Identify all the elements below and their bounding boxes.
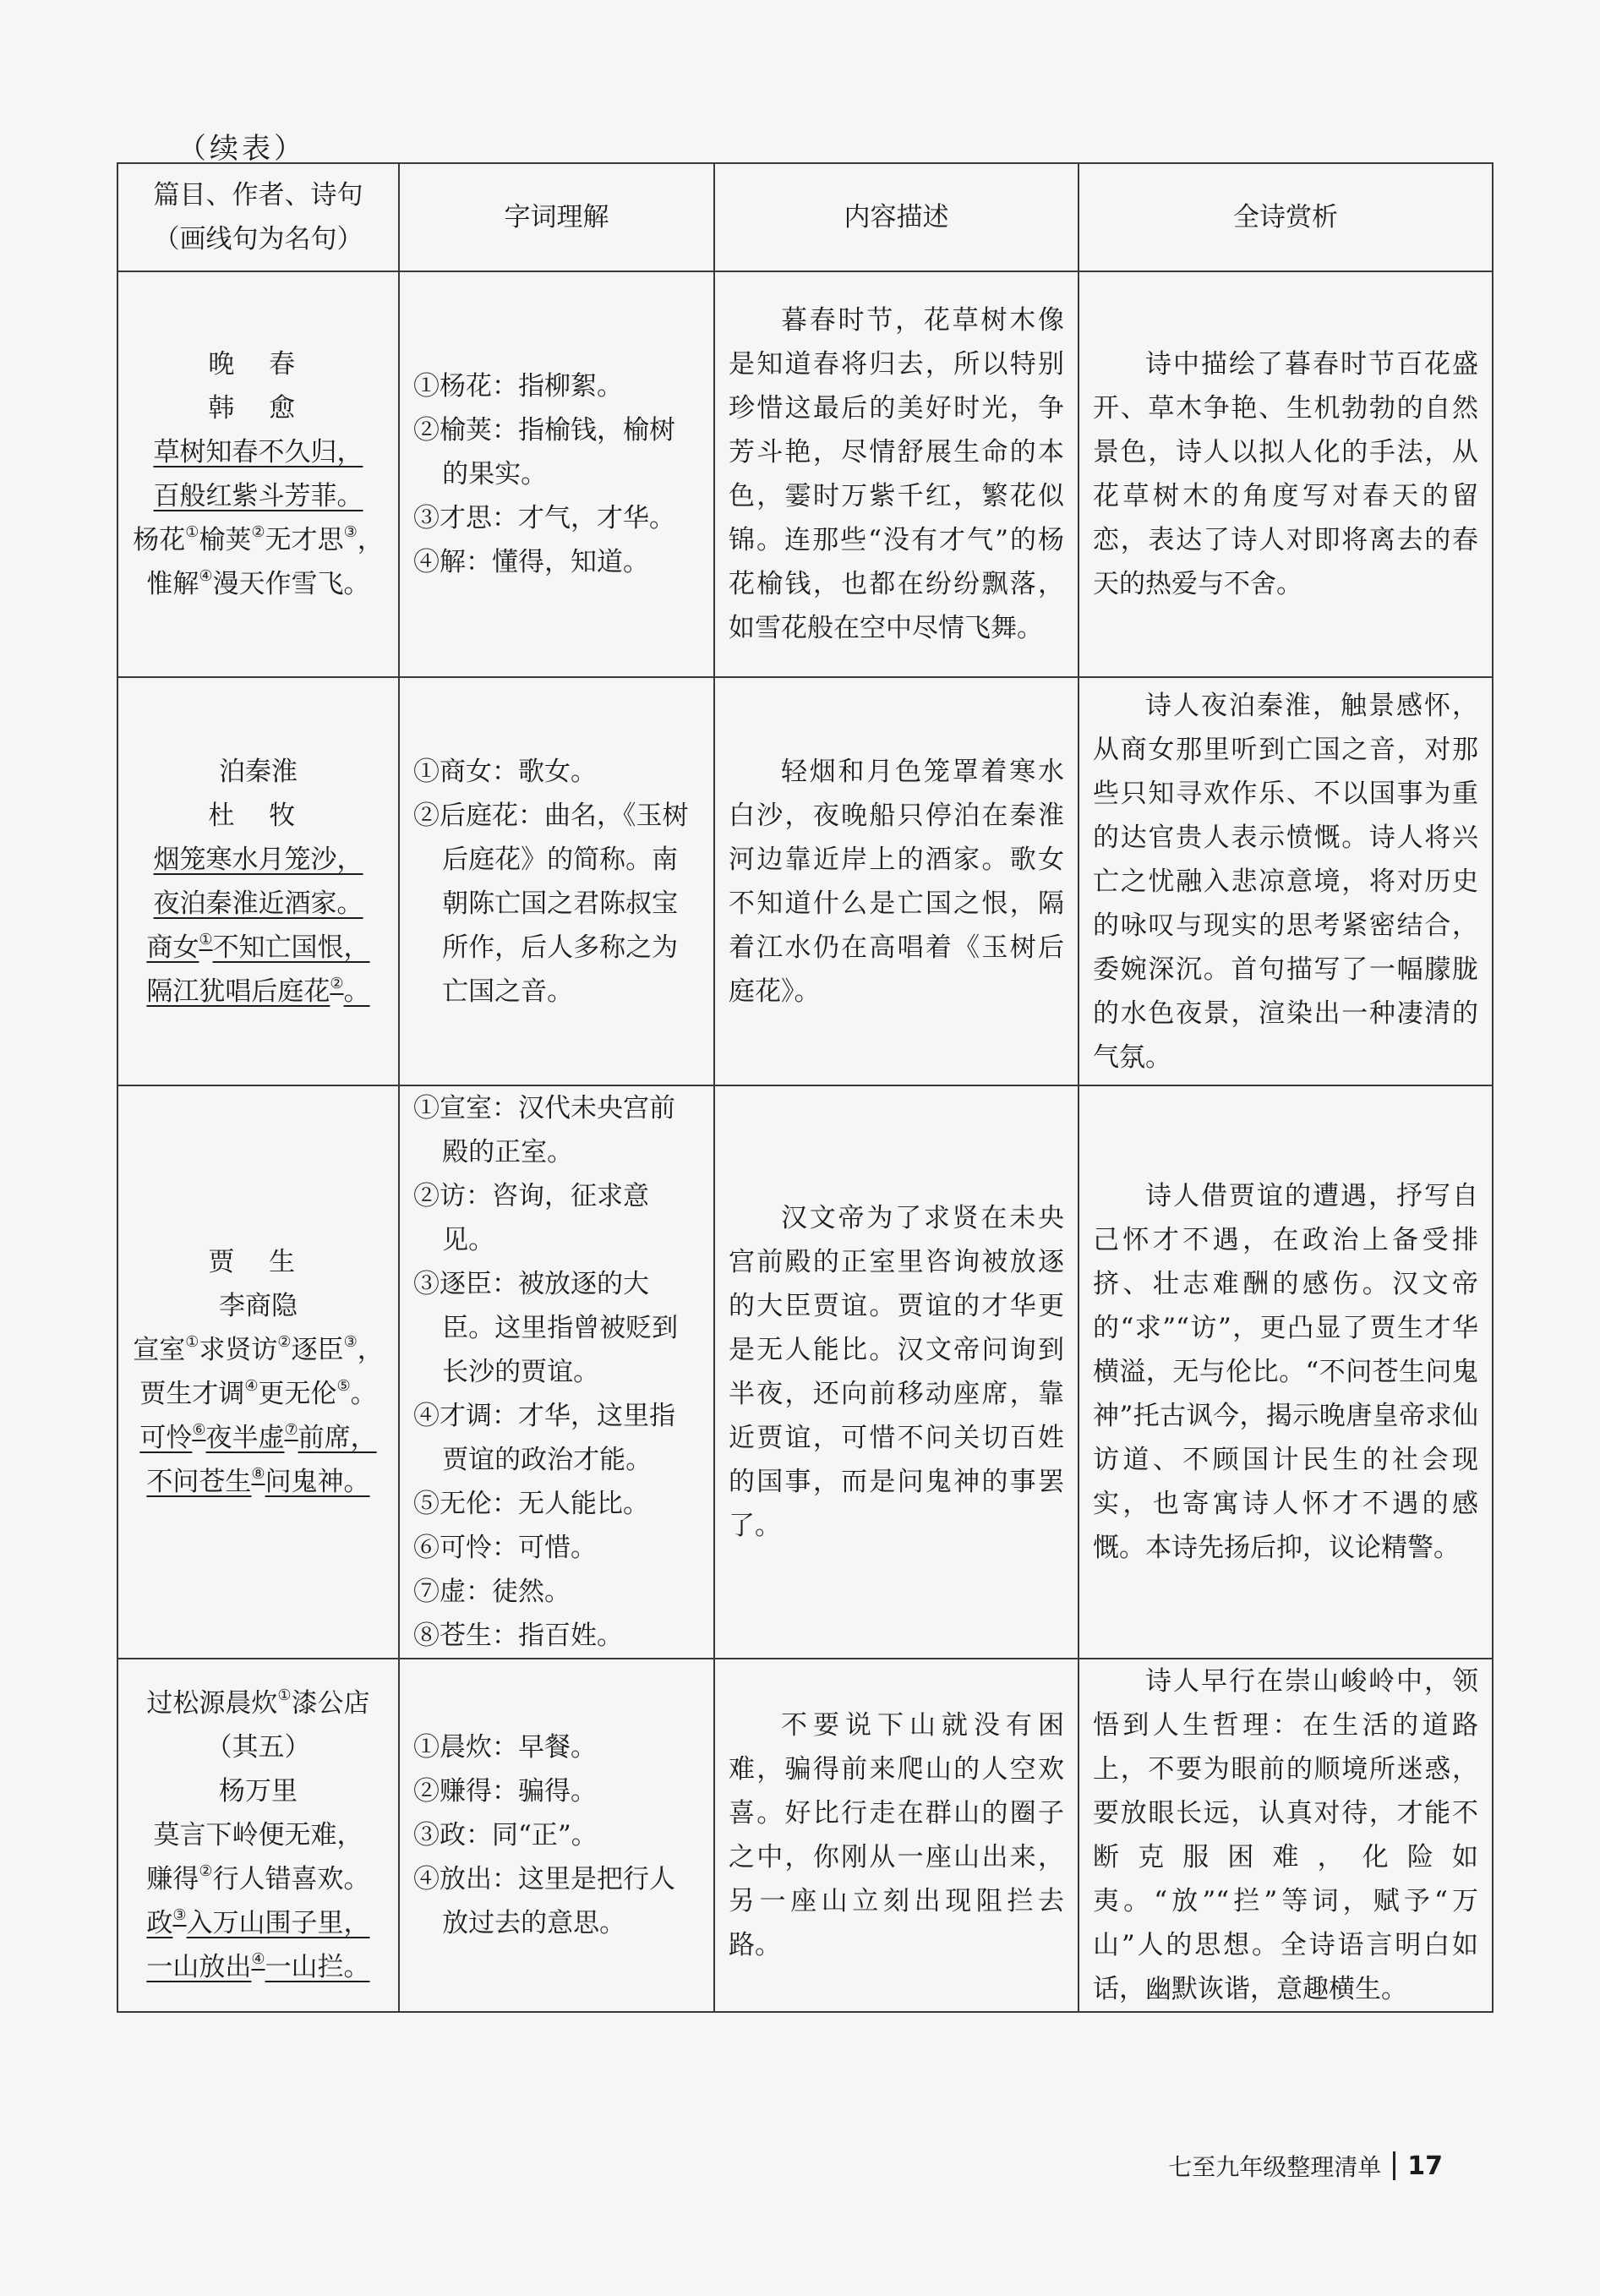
- poem-text: 杨花: [133, 525, 186, 555]
- footer-label: 七至九年级整理清单: [1168, 2153, 1382, 2181]
- footnote-marker: ②: [251, 523, 265, 541]
- page-footer: [1168, 2149, 1443, 2183]
- footnote-marker: ③: [343, 523, 358, 541]
- footnote-marker: ③: [172, 1906, 187, 1924]
- poem-line: [132, 1945, 385, 1989]
- poem-text: 烟笼寒水月笼沙，: [153, 844, 363, 875]
- word-meaning-cell: [399, 1085, 714, 1659]
- poem-title: 贾 生: [208, 1247, 309, 1277]
- poem-line: [132, 1901, 385, 1945]
- content-cell: 汉文帝为了求贤在未央宫前殿的正室里咨询被放逐的大臣贾谊。贾谊的才华更是无人能比。汉文帝问询到半夜，还向前移动座席，靠近贾谊，可惜不问关切百姓的国事，而是问鬼神的事罢了。: [714, 1085, 1078, 1659]
- table-row: [117, 1659, 1493, 2012]
- table-row: [117, 677, 1493, 1085]
- footnote-marker: ①: [185, 1333, 199, 1351]
- header-col1-line1: 篇目、作者、诗句: [153, 180, 363, 210]
- appreciation-cell: 诗人夜泊秦淮，触景感怀，从商女那里听到亡国之音，对那些只知寻欢作乐、不以国事为重的达官贵人表示愤慨。诗人将兴亡之忧融入悲凉意境，将对历史的咏叹与现实的思考紧密结合，委婉深沉。首句描写了一幅朦胧的水色夜景，渲染出一种凄清的气氛。: [1078, 677, 1493, 1085]
- poem-text: ，: [357, 1335, 384, 1365]
- poem-text: 赚得: [146, 1864, 199, 1894]
- poem-text: 百般红紫斗芳菲。: [153, 481, 363, 511]
- header-row: [117, 163, 1493, 271]
- content-cell: 暮春时节，花草树木像是知道春将归去，所以特别珍惜这最后的美好时光，争芳斗艳，尽情舒展生命的本色，霎时万紫千红，繁花似锦。连那些“没有才气”的杨花榆钱，也都在纷纷飘落，如雪花般在空中尽情飞舞。: [714, 271, 1078, 677]
- footnote-marker: ①: [185, 523, 199, 541]
- poem-text: 逐臣: [291, 1335, 344, 1365]
- footnote-marker: ④: [251, 1950, 265, 1968]
- footnote-marker: ②: [277, 1333, 292, 1351]
- word-note: ①宣室：汉代未央宫前殿的正室。: [413, 1093, 675, 1167]
- poem-cell: [117, 271, 399, 677]
- poem-text: 前席，: [298, 1423, 377, 1453]
- poem-line: [132, 1328, 385, 1372]
- poem-line: [132, 882, 385, 926]
- page-number: 17: [1407, 2151, 1443, 2181]
- poem-text: 不问苍生: [146, 1467, 252, 1497]
- poem-line: [132, 518, 385, 562]
- appreciation-cell: 诗中描绘了暮春时节百花盛开、草木争艳、生机勃勃的自然景色，诗人以拟人化的手法，从花草树木的角度写对春天的留恋，表达了诗人对即将离去的春天的热爱与不舍。: [1078, 271, 1493, 677]
- poem-line: [132, 562, 385, 606]
- word-note: ③才思：才气，才华。: [413, 503, 675, 533]
- header-content: 内容描述: [714, 163, 1078, 271]
- word-note: ①杨花：指柳絮。: [413, 371, 623, 402]
- word-note: ②访：咨询，征求意见。: [413, 1181, 649, 1255]
- poem-text: 一山拦。: [265, 1952, 370, 1982]
- poem-line: [132, 970, 385, 1014]
- table-row: [117, 1085, 1493, 1659]
- footnote-marker: ②: [199, 1862, 213, 1880]
- word-note: ①商女：歌女。: [413, 756, 597, 787]
- header-title-author-lines: [117, 163, 399, 271]
- poem-line: [132, 1372, 385, 1416]
- poem-text: 不知亡国恨，: [212, 932, 370, 963]
- footnote-marker: ⑦: [284, 1421, 298, 1439]
- footnote-marker: ④: [244, 1377, 259, 1395]
- poem-text: 行人错喜欢。: [212, 1864, 370, 1894]
- word-note: ③政：同“正”。: [413, 1820, 598, 1850]
- table-caption: （续表）: [177, 132, 306, 166]
- poem-line: [132, 1416, 385, 1460]
- header-word-meaning: 字词理解: [399, 163, 714, 271]
- poem-text: 更无伦: [258, 1379, 337, 1409]
- poem-text: 一山放出: [146, 1952, 252, 1982]
- content-cell: 不要说下山就没有困难，骗得前来爬山的人空欢喜。好比行走在群山的圈子之中，你刚从一座山出来，另一座山立刻出现阻拦去路。: [714, 1659, 1078, 2012]
- footnote-marker: ⑥: [192, 1421, 206, 1439]
- poem-cell: [117, 677, 399, 1085]
- poem-author: 李商隐: [219, 1291, 298, 1321]
- poem-text: 。: [350, 1379, 377, 1409]
- poem-text: 问鬼神。: [265, 1467, 370, 1497]
- poem-text: 夜泊秦淮近酒家。: [153, 888, 363, 919]
- poem-line: [132, 838, 385, 882]
- poem-title: 泊秦淮: [219, 756, 298, 787]
- poem-text: 漫天作雪飞。: [212, 569, 370, 599]
- poem-text: 无才思: [265, 525, 344, 555]
- poem-text: 求贤访: [199, 1335, 278, 1365]
- poem-line: [132, 1857, 385, 1901]
- poem-line: [132, 430, 385, 474]
- poem-text: 政: [146, 1908, 173, 1938]
- appreciation-cell: 诗人早行在崇山峻岭中，领悟到人生哲理：在生活的道路上，不要为眼前的顺境所迷惑，要放眼长远，认真对待，才能不断克服困难，化险如夷。“放”“拦”等词，赋予“万山”人的思想。全诗语言明白如话，幽默诙谐，意趣横生。: [1078, 1659, 1493, 2012]
- poem-text: 贾生才调: [139, 1379, 245, 1409]
- footnote-marker: ④: [199, 567, 213, 585]
- poem-text: 宣室: [133, 1335, 186, 1365]
- poem-line: [132, 474, 385, 518]
- poem-text: 。: [343, 976, 370, 1007]
- footnote-marker: ③: [343, 1333, 358, 1351]
- word-meaning-cell: [399, 677, 714, 1085]
- word-note: ⑦虚：徒然。: [413, 1577, 571, 1607]
- poem-title: [132, 1681, 385, 1725]
- footnote-marker: ⑧: [251, 1465, 265, 1483]
- poem-cell: [117, 1659, 399, 2012]
- poem-author: 韩 愈: [208, 393, 309, 424]
- poem-text: 榆荚: [199, 525, 252, 555]
- footer-divider: [1393, 2151, 1395, 2180]
- poem-author: 杜 牧: [208, 800, 309, 831]
- poem-line: [132, 1813, 385, 1857]
- word-note: ②赚得：骗得。: [413, 1776, 597, 1807]
- word-note: ③逐臣：被放逐的大臣。这里指曾被贬到长沙的贾谊。: [413, 1269, 679, 1387]
- word-note: ②后庭花：曲名，《玉树后庭花》的简称。南朝陈亡国之君陈叔宝所作，后人多称之为亡国之音。: [413, 800, 689, 1007]
- header-col1-line2: （画线句为名句）: [153, 224, 363, 254]
- poem-text: 商女: [146, 932, 199, 963]
- poem-text: 莫言下岭便无难，: [153, 1820, 363, 1850]
- word-note: ⑤无伦：无人能比。: [413, 1489, 649, 1519]
- poem-line: [132, 926, 385, 970]
- poem-title: 晚 春: [208, 349, 309, 380]
- footnote-marker: ②: [330, 974, 344, 992]
- poem-text: 入万山围子里，: [186, 1908, 370, 1938]
- poem-cell: [117, 1085, 399, 1659]
- word-note: ①晨炊：早餐。: [413, 1732, 597, 1763]
- poem-text: 草树知春不久归，: [153, 437, 363, 467]
- word-note: ④才调：才华，这里指贾谊的政治才能。: [413, 1401, 675, 1475]
- word-meaning-cell: [399, 1659, 714, 2012]
- poem-text: ，: [357, 525, 384, 555]
- word-note: ②榆荚：指榆钱，榆树的果实。: [413, 415, 675, 489]
- footnote-marker: ⑤: [336, 1377, 351, 1395]
- poem-table: [117, 162, 1494, 2013]
- poem-author: 杨万里: [219, 1776, 298, 1807]
- poem-line: [132, 1460, 385, 1504]
- word-note: ⑧苍生：指百姓。: [413, 1621, 623, 1651]
- header-appreciation: 全诗赏析: [1078, 163, 1493, 271]
- footnote-marker: ①: [199, 930, 213, 948]
- poem-text: 夜半虚: [205, 1423, 285, 1453]
- poem-text: 隔江犹唱后庭花: [146, 976, 330, 1007]
- word-note: ④解：懂得，知道。: [413, 547, 649, 577]
- content-cell: 轻烟和月色笼罩着寒水白沙，夜晚船只停泊在秦淮河边靠近岸上的酒家。歌女不知道什么是亡国之恨，隔着江水仍在高唱着《玉树后庭花》。: [714, 677, 1078, 1085]
- appreciation-cell: 诗人借贾谊的遭遇，抒写自己怀才不遇，在政治上备受排挤、壮志难酬的感伤。汉文帝的“求”“访”，更凸显了贾生才华横溢，无与伦比。“不问苍生问鬼神”托古讽今，揭示晚唐皇帝求仙访道、不顾国计民生的社会现实，也寄寓诗人怀才不遇的感慨。本诗先扬后抑，议论精警。: [1078, 1085, 1493, 1659]
- word-meaning-cell: [399, 271, 714, 677]
- poem-subtitle: （其五）: [205, 1732, 311, 1763]
- poem-text: 可怜: [139, 1423, 193, 1453]
- poem-text: 漆公店: [291, 1688, 370, 1719]
- poem-text: 惟解: [146, 569, 199, 599]
- word-note: ④放出：这里是把行人放过去的意思。: [413, 1864, 675, 1938]
- poem-text: 过松源晨炊: [146, 1688, 278, 1719]
- word-note: ⑥可怜：可惜。: [413, 1533, 597, 1563]
- table-row: [117, 271, 1493, 677]
- footnote-marker: ①: [277, 1686, 292, 1704]
